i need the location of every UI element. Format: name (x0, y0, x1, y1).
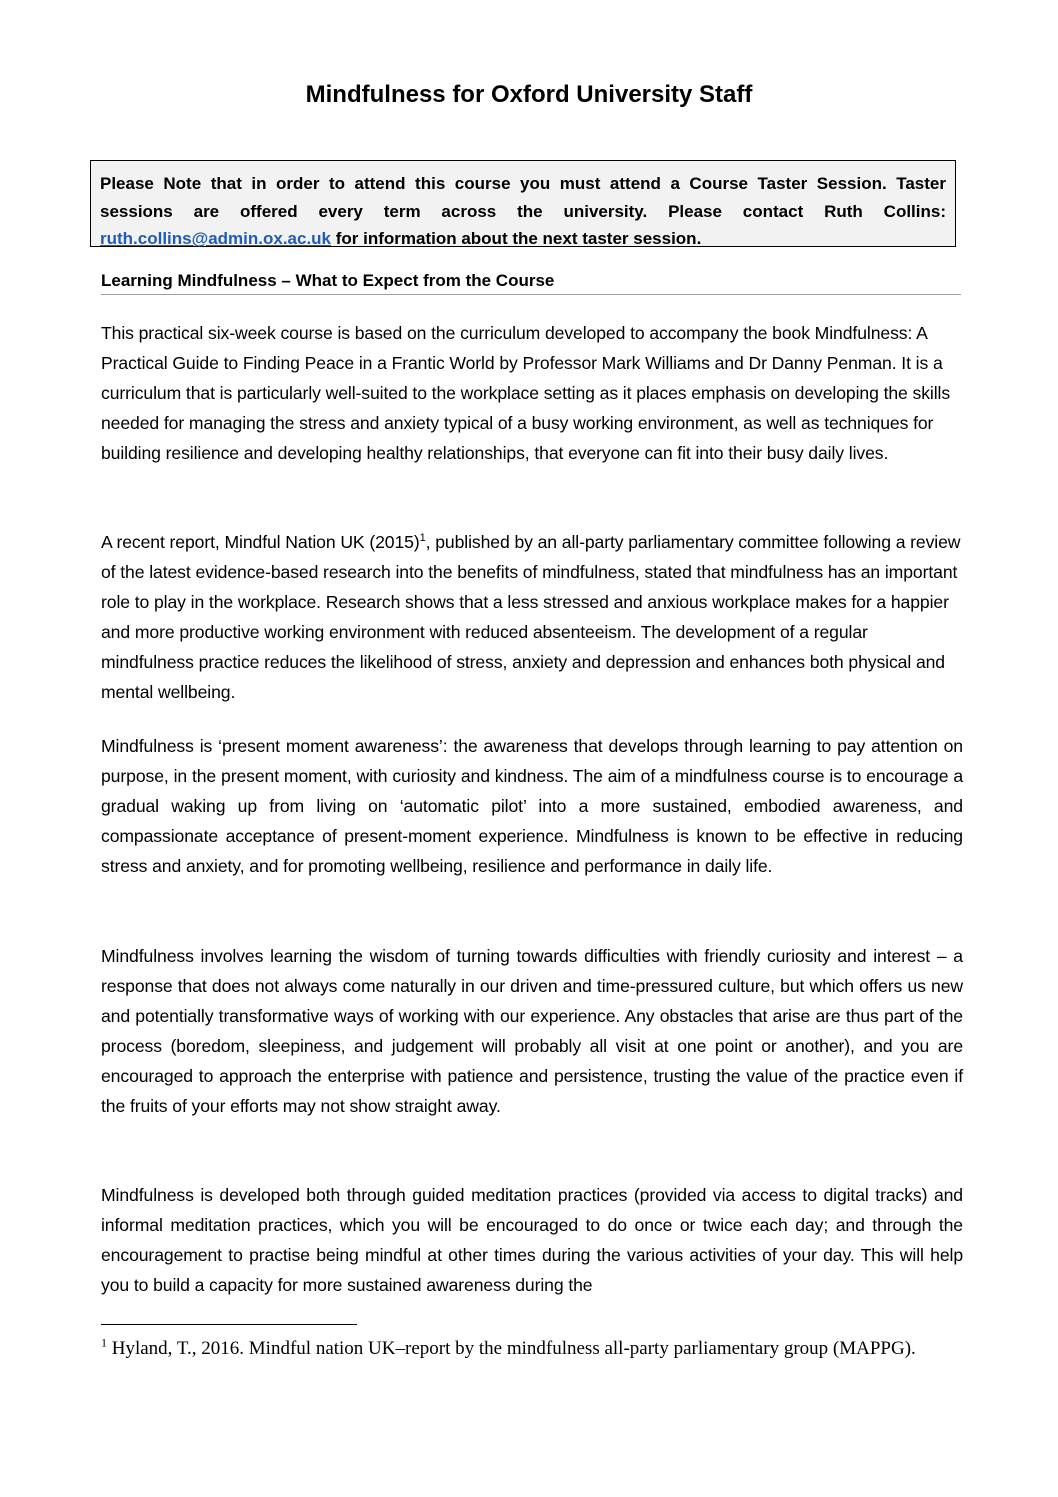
section-heading: Learning Mindfulness – What to Expect from the Course (101, 270, 961, 295)
email-link[interactable]: ruth.collins@admin.ox.ac.uk (100, 229, 332, 248)
taster-session-notice (90, 160, 956, 247)
paragraph-report-text-end: , published by an all-party parliamentary committee following a review of the latest evidence-based research into the benefits of mindfulness, stated that mindfulness has an important role to play in the workplace. Research shows that a less stressed and anxious workplace makes for a happier and more productive working environment with reduced absenteeism. The development of a regular mindfulness practice reduces the likelihood of stress, anxiety and depression and enhances both physical and mental wellbeing. (101, 532, 961, 702)
paragraph-mindful-nation-report (101, 527, 963, 707)
notice-text-start: Please Note that in order to attend this course you must attend a Course Taster Session. Taster sessions are offered every term across the university. Please contact Ruth Collins: (100, 174, 946, 221)
footnote-divider (101, 1324, 357, 1325)
footnote-text: Hyland, T., 2016. Mindful nation UK–report by the mindfulness all-party parliamentary group (MAPPG). (107, 1338, 916, 1359)
paragraph-report-text-start: A recent report, Mindful Nation UK (2015) (101, 532, 420, 552)
paragraph-present-moment-awareness: Mindfulness is ‘present moment awareness’: the awareness that develops through learning to pay attention on purpose, in the present moment, with curiosity and kindness. The aim of a mindfulness course is to encourage a gradual waking up from living on ‘automatic pilot’ into a more sustained, embodied awareness, and compassionate acceptance of present-moment experience. Mindfulness is known to be effective in reducing stress and anxiety, and for promoting wellbeing, resilience and performance in daily life. (101, 736, 963, 876)
footnote-mark: 1 (101, 1335, 107, 1350)
paragraph-meditation-practices: Mindfulness is developed both through guided meditation practices (provided via access to digital tracks) and informal meditation practices, which you will be encouraged to do once or twice each day; and through the encouragement to practise being mindful at other times during the various activities of your day. This will help you to build a capacity for more sustained awareness during the (101, 1185, 963, 1295)
footnote (101, 1336, 963, 1362)
paragraph-course-overview: This practical six-week course is based on the curriculum developed to accompany the book Mindfulness: A Practical Guide to Finding Peace in a Frantic World by Professor Mark Williams and Dr Danny Penman. It is a curriculum that is particularly well-suited to the workplace setting as it places emphasis on developing the skills needed for managing the stress and anxiety typical of a busy working environment, as well as techniques for building resilience and developing healthy relationships, that everyone can fit into their busy daily lives. (101, 323, 951, 463)
footnote-reference[interactable]: 1 (419, 532, 426, 545)
paragraph-turning-towards-difficulties: Mindfulness involves learning the wisdom of turning towards difficulties with friendly curiosity and interest – a response that does not always come naturally in our driven and time-pressured culture, but which offers us new and potentially transformative ways of working with our experience. Any obstacles that arise are thus part of the process (boredom, sleepiness, and judgement will probably all visit at one point or another), and you are encouraged to approach the enterprise with patience and persistence, trusting the value of the practice even if the fruits of your efforts may not show straight away. (101, 946, 963, 1116)
document-title: Mindfulness for Oxford University Staff (305, 81, 753, 108)
notice-text-end: for information about the next taster session. (331, 229, 702, 248)
